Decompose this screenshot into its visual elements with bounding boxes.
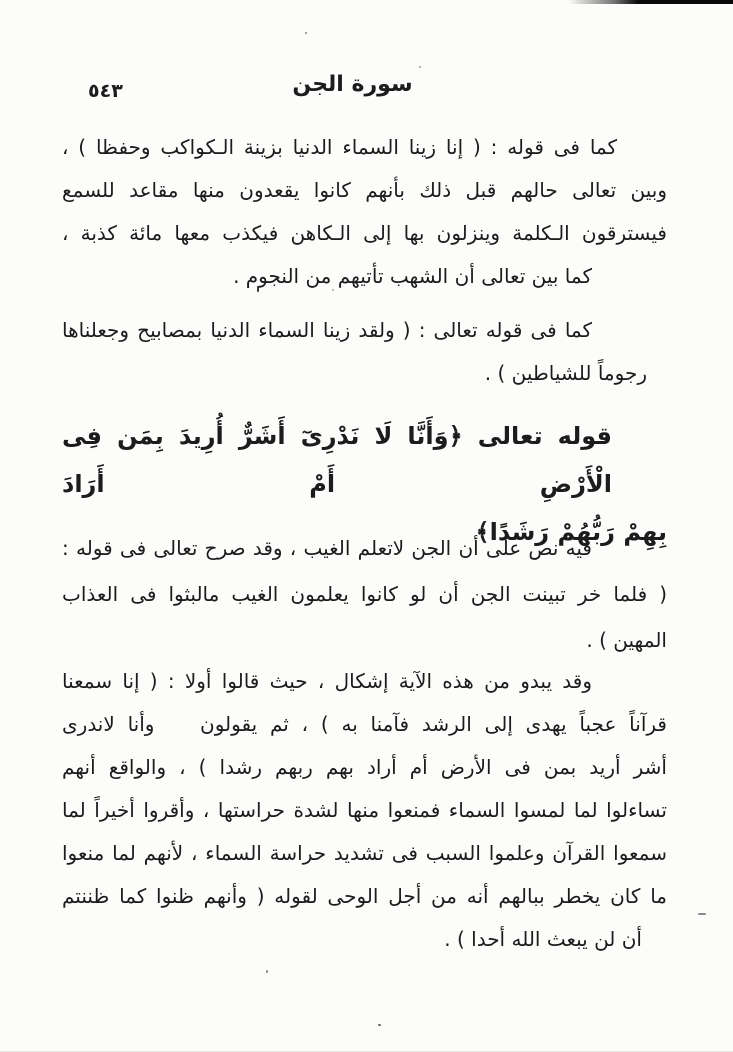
- body-paragraph: [62, 525, 667, 663]
- text-line: فيسترقون الـكلمة وينزلون بها إلى الـكاهن فيكذب معها مائة كذبة ،: [62, 221, 667, 245]
- quran-verse-line: بِهِمْ رَبُّهُمْ رَشَدًا﴾: [475, 518, 667, 546]
- scan-speck: [266, 970, 268, 973]
- text-line: ( فلما خر تبينت الجن أن لو كانوا يعلمون الغيب مالبثوا فى العذاب: [62, 582, 667, 606]
- text-line: قرآناً عجباً يهدى إلى الرشد فآمنا به ) ، ثم يقولون وأنا لاندرى: [62, 712, 667, 736]
- text-line: ما كان يخطر ببالهم أنه من أجل الوحى لقوله ( وأنهم ظنوا كما ظننتم: [62, 884, 667, 908]
- body-paragraph: [62, 309, 667, 395]
- text-line: رجوماً للشياطين ) .: [484, 361, 647, 385]
- page-number: ٥٤٣: [88, 80, 123, 102]
- text-line: وبين تعالى حالهم قبل ذلك بأنهم كانوا يقعدون منها مقاعد للسمع: [62, 178, 667, 202]
- quran-verse-line: قوله تعالى ﴿وَأَنَّا لَا نَدْرِىٓ أَشَرٌّ أُرِيدَ بِمَن فِى الْأَرْضِ أَمْ أَرَادَ: [62, 422, 612, 498]
- surah-title: سورة الجن: [292, 72, 413, 97]
- text-line: وقد يبدو من هذه الآية إشكال ، حيث قالوا أولا : ( إنا سمعنا: [62, 669, 592, 693]
- text-line: كما فى قوله : ( إنا زينا السماء الدنيا بزينة الـكواكب وحفظا ) ،: [62, 135, 617, 159]
- text-line: سمعوا القرآن وعلموا السبب فى تشديد حراسة السماء ، لأنهم لما منعوا: [62, 841, 667, 865]
- body-paragraph: [62, 660, 667, 961]
- scan-speck: [378, 1024, 381, 1026]
- scan-speck: [698, 913, 706, 915]
- body-paragraph: [62, 126, 667, 298]
- text-line: فيه نص على أن الجن لاتعلم الغيب ، وقد صرح تعالى فى قوله :: [62, 536, 592, 560]
- text-line: كما فى قوله تعالى : ( ولقد زينا السماء الدنيا بمصابيح وجعلناها: [62, 318, 592, 342]
- scan-speck: [305, 32, 307, 34]
- text-line: كما بين تعالى أن الشهب تأتيهم من النجوم .: [233, 264, 592, 288]
- scan-artifact-top-edge: [568, 0, 733, 4]
- text-line: أشر أريد بمن فى الأرض أم أراد بهم ربهم رشدا ) ، والواقع أنهم: [62, 755, 667, 779]
- text-line: المهين ) .: [586, 628, 667, 652]
- text-line: تساءلوا لما لمسوا السماء فمنعوا منها لشدة حراستها ، وأقروا أخيراً لما: [62, 798, 667, 822]
- scan-speck: [419, 66, 421, 68]
- text-line: أن لن يبعث الله أحدا ) .: [444, 927, 642, 951]
